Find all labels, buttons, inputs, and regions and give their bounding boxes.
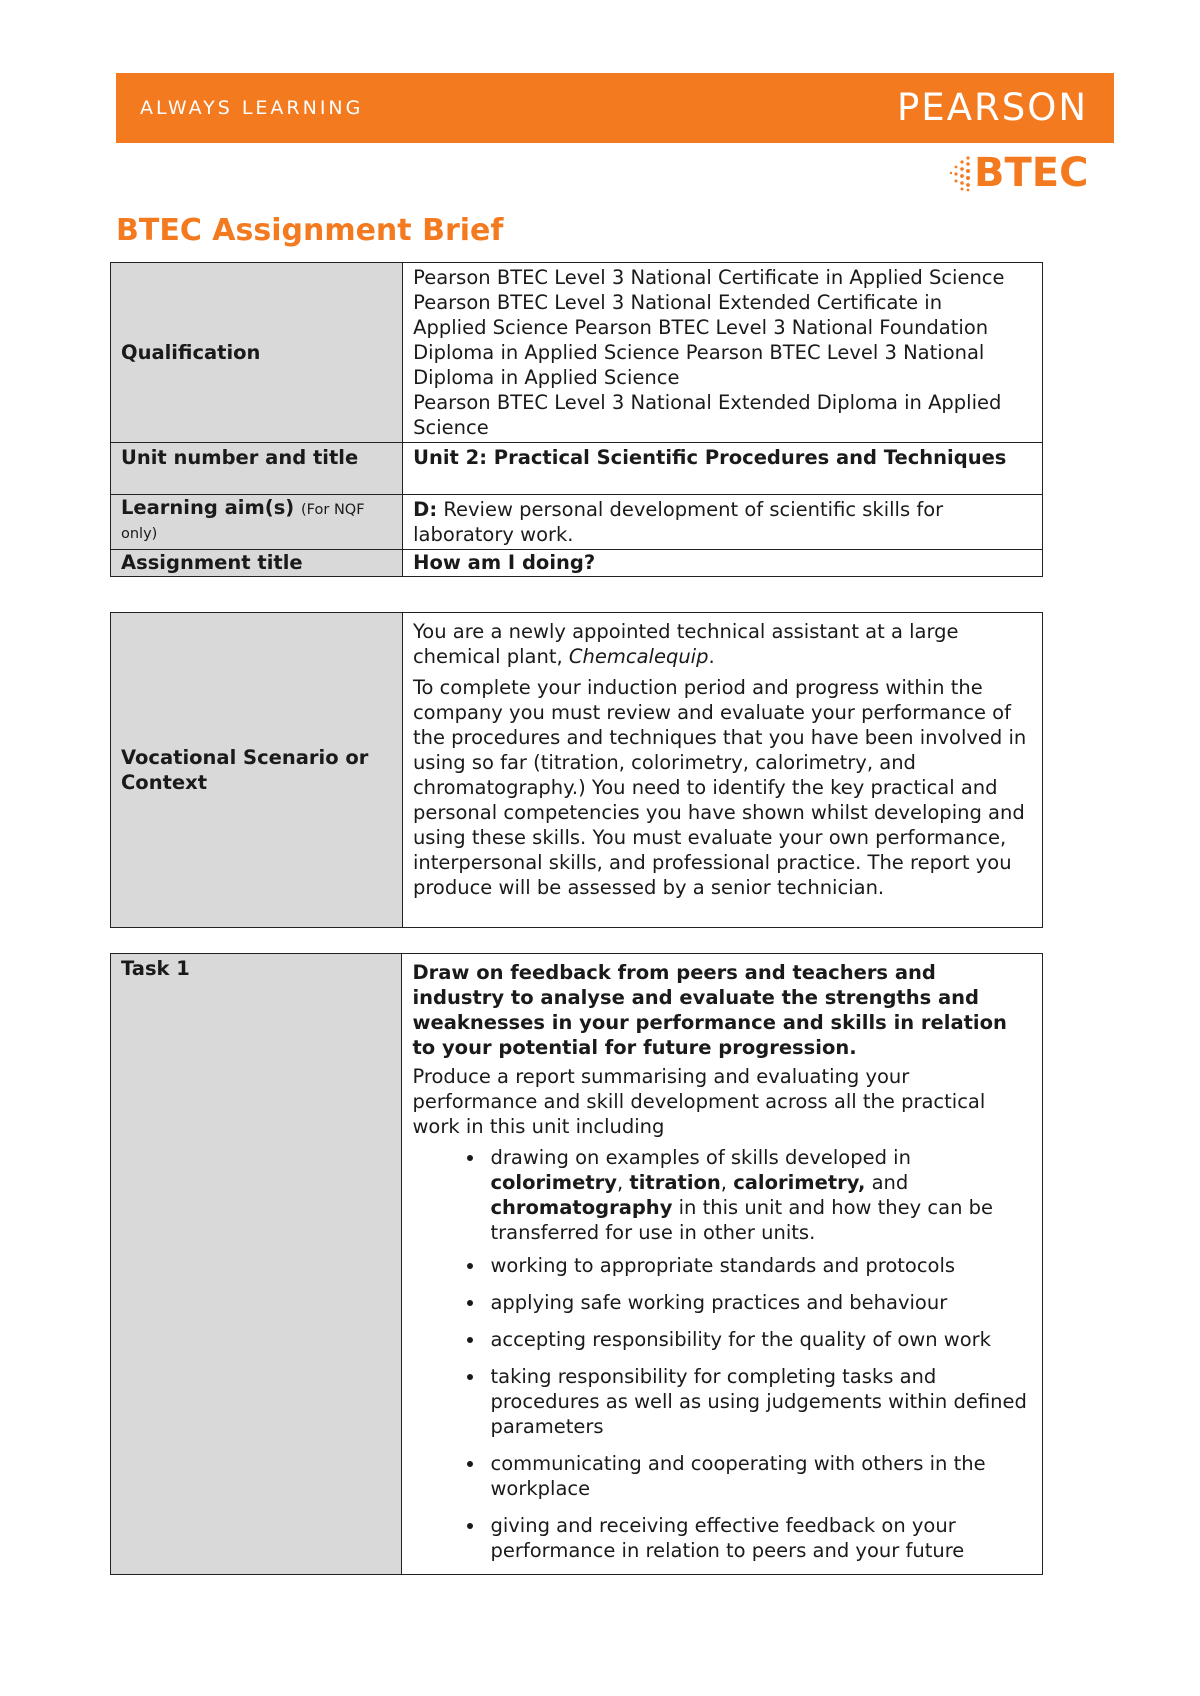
list-item: • working to appropriate standards and protocols <box>486 1253 1032 1278</box>
bullet-text: in this unit and how they can be transferred for use in other units. <box>490 1196 994 1244</box>
assignment-row <box>111 550 1043 577</box>
qualification-value <box>403 263 1043 443</box>
learning-aim-value: Review personal development of scientific skills for laboratory work. <box>413 498 944 546</box>
scenario-text: You are a newly appointed technical assistant at a large chemical plant, <box>412 620 959 668</box>
task-value-cell <box>402 954 1043 1575</box>
header-banner <box>116 73 1114 143</box>
scenario-text-end: . <box>708 645 715 668</box>
qualification-line: Science <box>413 416 489 439</box>
tagline: ALWAYS LEARNING <box>140 97 364 119</box>
list-item: • communicating and cooperating with others in the workplace <box>486 1451 1032 1501</box>
task-heading: Draw on feedback from peers and teachers and industry to analyse and evaluate the strengths and weaknesses in your performance and skills in relation to your potential for future progression. <box>412 961 1007 1059</box>
list-item: • accepting responsibility for the quality of own work <box>486 1327 1032 1352</box>
learning-aim-label-cell <box>111 495 403 550</box>
technique-colorimetry: colorimetry <box>490 1171 617 1194</box>
btec-wordmark: BTEC <box>974 150 1089 196</box>
learning-aim-row <box>111 495 1043 550</box>
company-name: Chemcalequip <box>568 645 709 668</box>
pearson-logo: PEARSON <box>897 86 1088 129</box>
assignment-value: How am I doing? <box>403 550 1043 577</box>
qualification-line: Applied Science Pearson BTEC Level 3 National Foundation <box>413 316 989 339</box>
technique-chromatography: chromatography <box>490 1196 673 1219</box>
technique-calorimetry: calorimetry, <box>733 1171 866 1194</box>
btec-dots-icon <box>948 154 972 192</box>
qualification-row <box>111 263 1043 443</box>
page-title: BTEC Assignment Brief <box>116 213 504 248</box>
list-item: • giving and receiving effective feedback on your performance in relation to peers and your future <box>486 1513 1032 1563</box>
unit-row <box>111 443 1043 495</box>
task-bullet-list <box>412 1145 1032 1563</box>
learning-aim-label: Learning aim(s) <box>121 496 295 519</box>
task-table <box>110 953 1043 1575</box>
qualification-line: Diploma in Applied Science <box>413 366 680 389</box>
info-table <box>110 262 1043 577</box>
task-label: Task 1 <box>111 954 402 1575</box>
unit-label: Unit number and title <box>111 443 403 495</box>
separator: , <box>617 1171 624 1194</box>
scenario-table <box>110 612 1043 928</box>
technique-titration: titration <box>629 1171 721 1194</box>
separator: , <box>720 1171 727 1194</box>
assignment-label: Assignment title <box>111 550 403 577</box>
scenario-row <box>111 613 1043 928</box>
scenario-value-cell <box>402 613 1042 928</box>
qualification-line: Pearson BTEC Level 3 National Extended Diploma in Applied <box>413 391 1002 414</box>
qualification-label: Qualification <box>111 263 403 443</box>
scenario-label: Vocational Scenario or Context <box>111 613 403 928</box>
scenario-paragraph-2: To complete your induction period and progress within the company you must review and evaluate your performance of the procedures and techniques that you have been involved in using so far (titration, colorimetry, calorimetry, and chromatography.) You need to identify the key practical and personal competencies you have shown whilst developing and using these skills. You must evaluate your own performance, interpersonal skills, and professional practice. The report you produce will be assessed by a senior technician. <box>412 676 1027 899</box>
learning-aim-value-cell <box>403 495 1043 550</box>
task-intro: Produce a report summarising and evaluating your performance and skill development across all the practical work in this unit including <box>412 1065 986 1138</box>
qualification-line: Pearson BTEC Level 3 National Certificate in Applied Science <box>413 266 1005 289</box>
bullet-text: and <box>871 1171 909 1194</box>
learning-aim-prefix: D: <box>413 498 438 521</box>
unit-value: Unit 2: Practical Scientific Procedures and Techniques <box>403 443 1043 495</box>
qualification-line: Diploma in Applied Science Pearson BTEC Level 3 National <box>413 341 985 364</box>
bullet-text: drawing on examples of skills developed in <box>490 1146 911 1169</box>
task-row <box>111 954 1043 1575</box>
scenario-paragraph-1 <box>413 619 1032 669</box>
list-item <box>486 1145 1032 1245</box>
learning-aim-note: (For NQF only) <box>121 502 365 542</box>
list-item: • applying safe working practices and behaviour <box>486 1290 1032 1315</box>
btec-logo <box>948 150 1098 194</box>
qualification-line: Pearson BTEC Level 3 National Extended Certificate in <box>413 291 943 314</box>
list-item: • taking responsibility for completing tasks and procedures as well as using judgements within defined parameters <box>486 1364 1032 1439</box>
